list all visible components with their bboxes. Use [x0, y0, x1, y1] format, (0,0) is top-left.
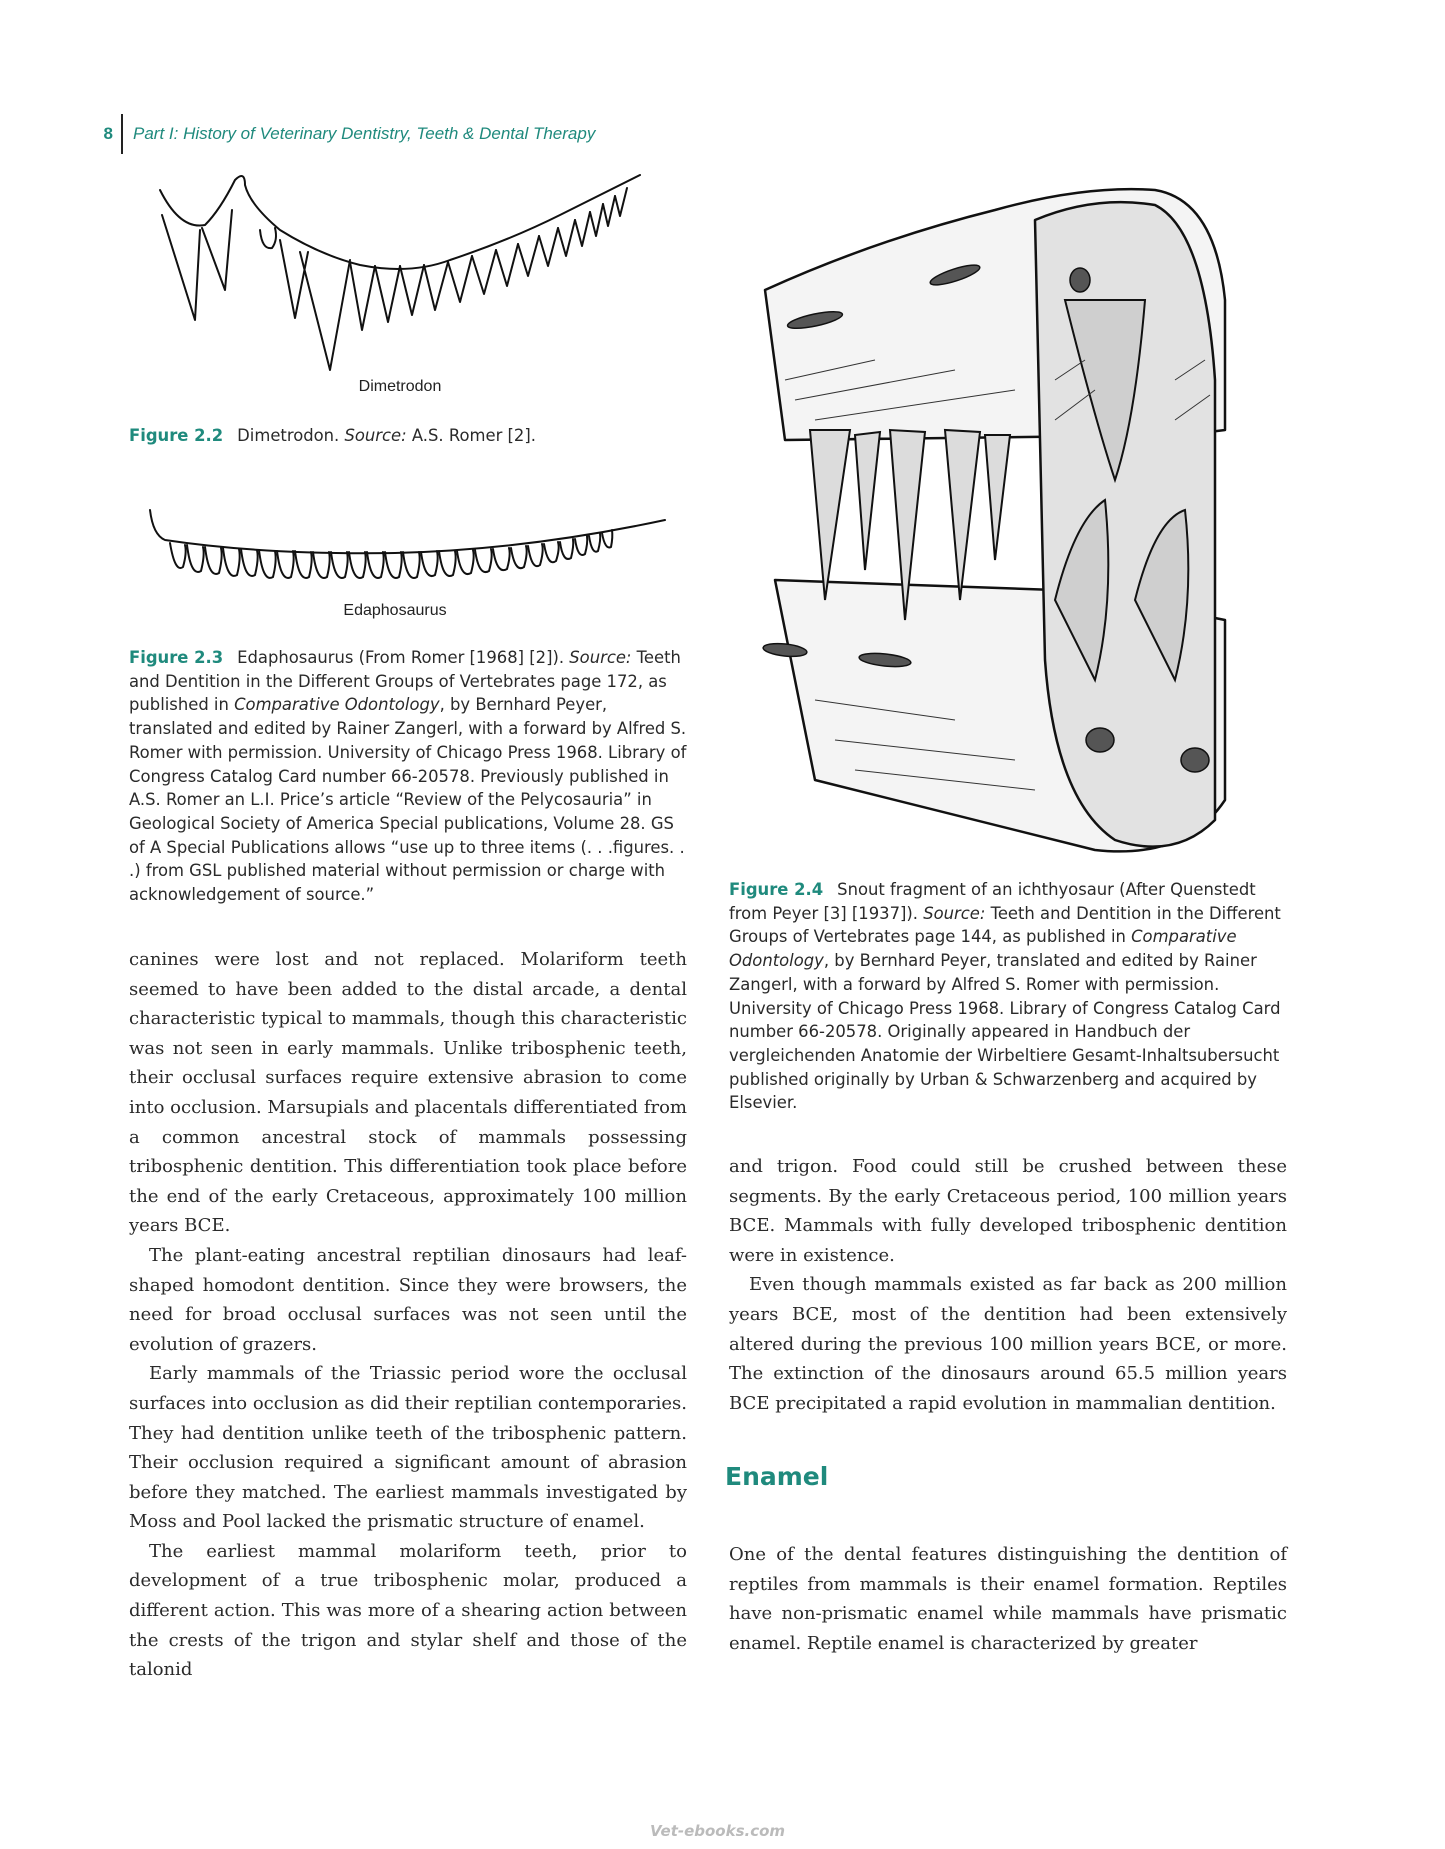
running-title: Part I: History of Veterinary Dentistry, Teeth & Dental Therapy	[133, 124, 596, 143]
watermark: Vet-ebooks.com	[650, 1822, 786, 1840]
figure-2-4-number: Figure 2.4	[729, 880, 824, 899]
figure-2-4-caption	[729, 878, 1299, 1115]
source-label: Source:	[569, 648, 632, 667]
figure-dimetrodon	[150, 170, 670, 405]
section-heading-enamel: Enamel	[725, 1462, 829, 1491]
edaphosaurus-label: Edaphosaurus	[343, 602, 447, 619]
page-number: 8	[103, 124, 113, 143]
figure-2-2-caption	[129, 424, 689, 448]
running-head	[93, 114, 595, 154]
figure-edaphosaurus	[145, 505, 675, 625]
paragraph: and trigon. Food could still be crushed between these segments. By the early Cretaceous period, 100 million years BCE. Mammals with fully developed tribosphenic dentition were in existence.	[729, 1156, 1287, 1266]
paragraph: One of the dental features distinguishing the dentition of reptiles from mammals is their enamel formation. Reptiles have non-prismatic enamel while mammals have prismatic enamel. Reptile enamel is characterized by greater	[729, 1544, 1287, 1654]
source-label: Source:	[923, 903, 986, 923]
figure-2-3-caption	[129, 646, 689, 907]
edaphosaurus-jaw-illustration	[145, 505, 675, 595]
right-body-column	[729, 1152, 1287, 1418]
figure-ichthyosaur-snout	[755, 180, 1245, 860]
caption-text: A.S. Romer [2].	[406, 426, 536, 445]
caption-text: Teeth and Dentition in the Different Groups of Vertebrates page 144, as published in	[729, 903, 1281, 947]
source-label: Source:	[344, 426, 407, 445]
left-body-column	[129, 945, 687, 1685]
caption-text: Snout fragment of an ichthyosaur (After Quenstedt from Peyer [3] [1937]).	[729, 880, 1256, 923]
figure-2-3-number: Figure 2.3	[129, 648, 224, 667]
book-title: Comparative Odontology	[234, 695, 440, 715]
caption-text: , by Bernhard Peyer, translated and edited by Rainer Zangerl, with a forward by Alfred S. Romer with permission. University of Chicago Press 1968. Library of Congress Catalog Card number 66-20578. Previously published in A.S. Romer an L.I. Price’s article “Review of the Pelycosauria” in Geological Society of America Special publications, Volume 28. GS of A Special Publications allows “use up to three items (. . .figures. . .) from GSL published material without permission or charge with acknowledgement of source.”	[129, 695, 687, 905]
right-body-column-enamel	[729, 1540, 1287, 1658]
dimetrodon-label: Dimetrodon	[358, 378, 442, 395]
book-title: Comparative Odontology	[729, 927, 1237, 971]
dimetrodon-jaw-illustration	[150, 170, 670, 400]
paragraph: Early mammals of the Triassic period wore the occlusal surfaces into occlusion as did their reptilian contemporaries. They had dentition unlike teeth of the tribosphenic pattern. Their occlusion required a significant amount of abrasion before they matched. The earliest mammals investigated by Moss and Pool lacked the prismatic structure of enamel.	[129, 1363, 687, 1533]
paragraph: The earliest mammal molariform teeth, prior to development of a true tribosphenic molar, produced a different action. This was more of a shearing action between the crests of the trigon and stylar shelf and those of the talonid	[129, 1540, 687, 1681]
ichthyosaur-snout-illustration	[755, 180, 1245, 860]
caption-text: Dimetrodon.	[237, 426, 345, 445]
paragraph: The plant-eating ancestral reptilian dinosaurs had leaf-shaped homodont dentition. Since they were browsers, the need for broad occlusal surfaces was not seen until the evolution of grazers.	[129, 1244, 687, 1355]
caption-text: , by Bernhard Peyer, translated and edited by Rainer Zangerl, with a forward by Alfred S. Romer with permission. University of Chicago Press 1968. Library of Congress Catalog Card number 66-20578. Originally appeared in Handbuch der vergleichenden Anatomie der Wirbeltiere Gesamt-Inhaltsubersucht published originally by Urban & Schwarzenberg and acquired by Elsevier.	[729, 951, 1281, 1113]
paragraph: canines were lost and not replaced. Molariform teeth seemed to have been added to the distal arcade, a dental characteristic typical to mammals, though this characteristic was not seen in early mammals. Unlike tribosphenic teeth, their occlusal surfaces require extensive abrasion to come into occlusion. Marsupials and placentals differentiated from a common ancestral stock of mammals possessing tribosphenic dentition. This differentiation took place before the end of the early Cretaceous, approximately 100 million years BCE.	[129, 949, 687, 1237]
caption-text: Teeth and Dentition in the Different Groups of Vertebrates page 172, as published in	[129, 648, 681, 715]
caption-text: Edaphosaurus (From Romer [1968] [2]).	[237, 648, 570, 667]
figure-2-2-number: Figure 2.2	[129, 426, 224, 445]
paragraph: Even though mammals existed as far back as 200 million years BCE, most of the dentition had been extensively altered during the previous 100 million years BCE, or more. The extinction of the dinosaurs around 65.5 million years BCE precipitated a rapid evolution in mammalian dentition.	[729, 1274, 1287, 1414]
header-divider	[121, 114, 123, 154]
